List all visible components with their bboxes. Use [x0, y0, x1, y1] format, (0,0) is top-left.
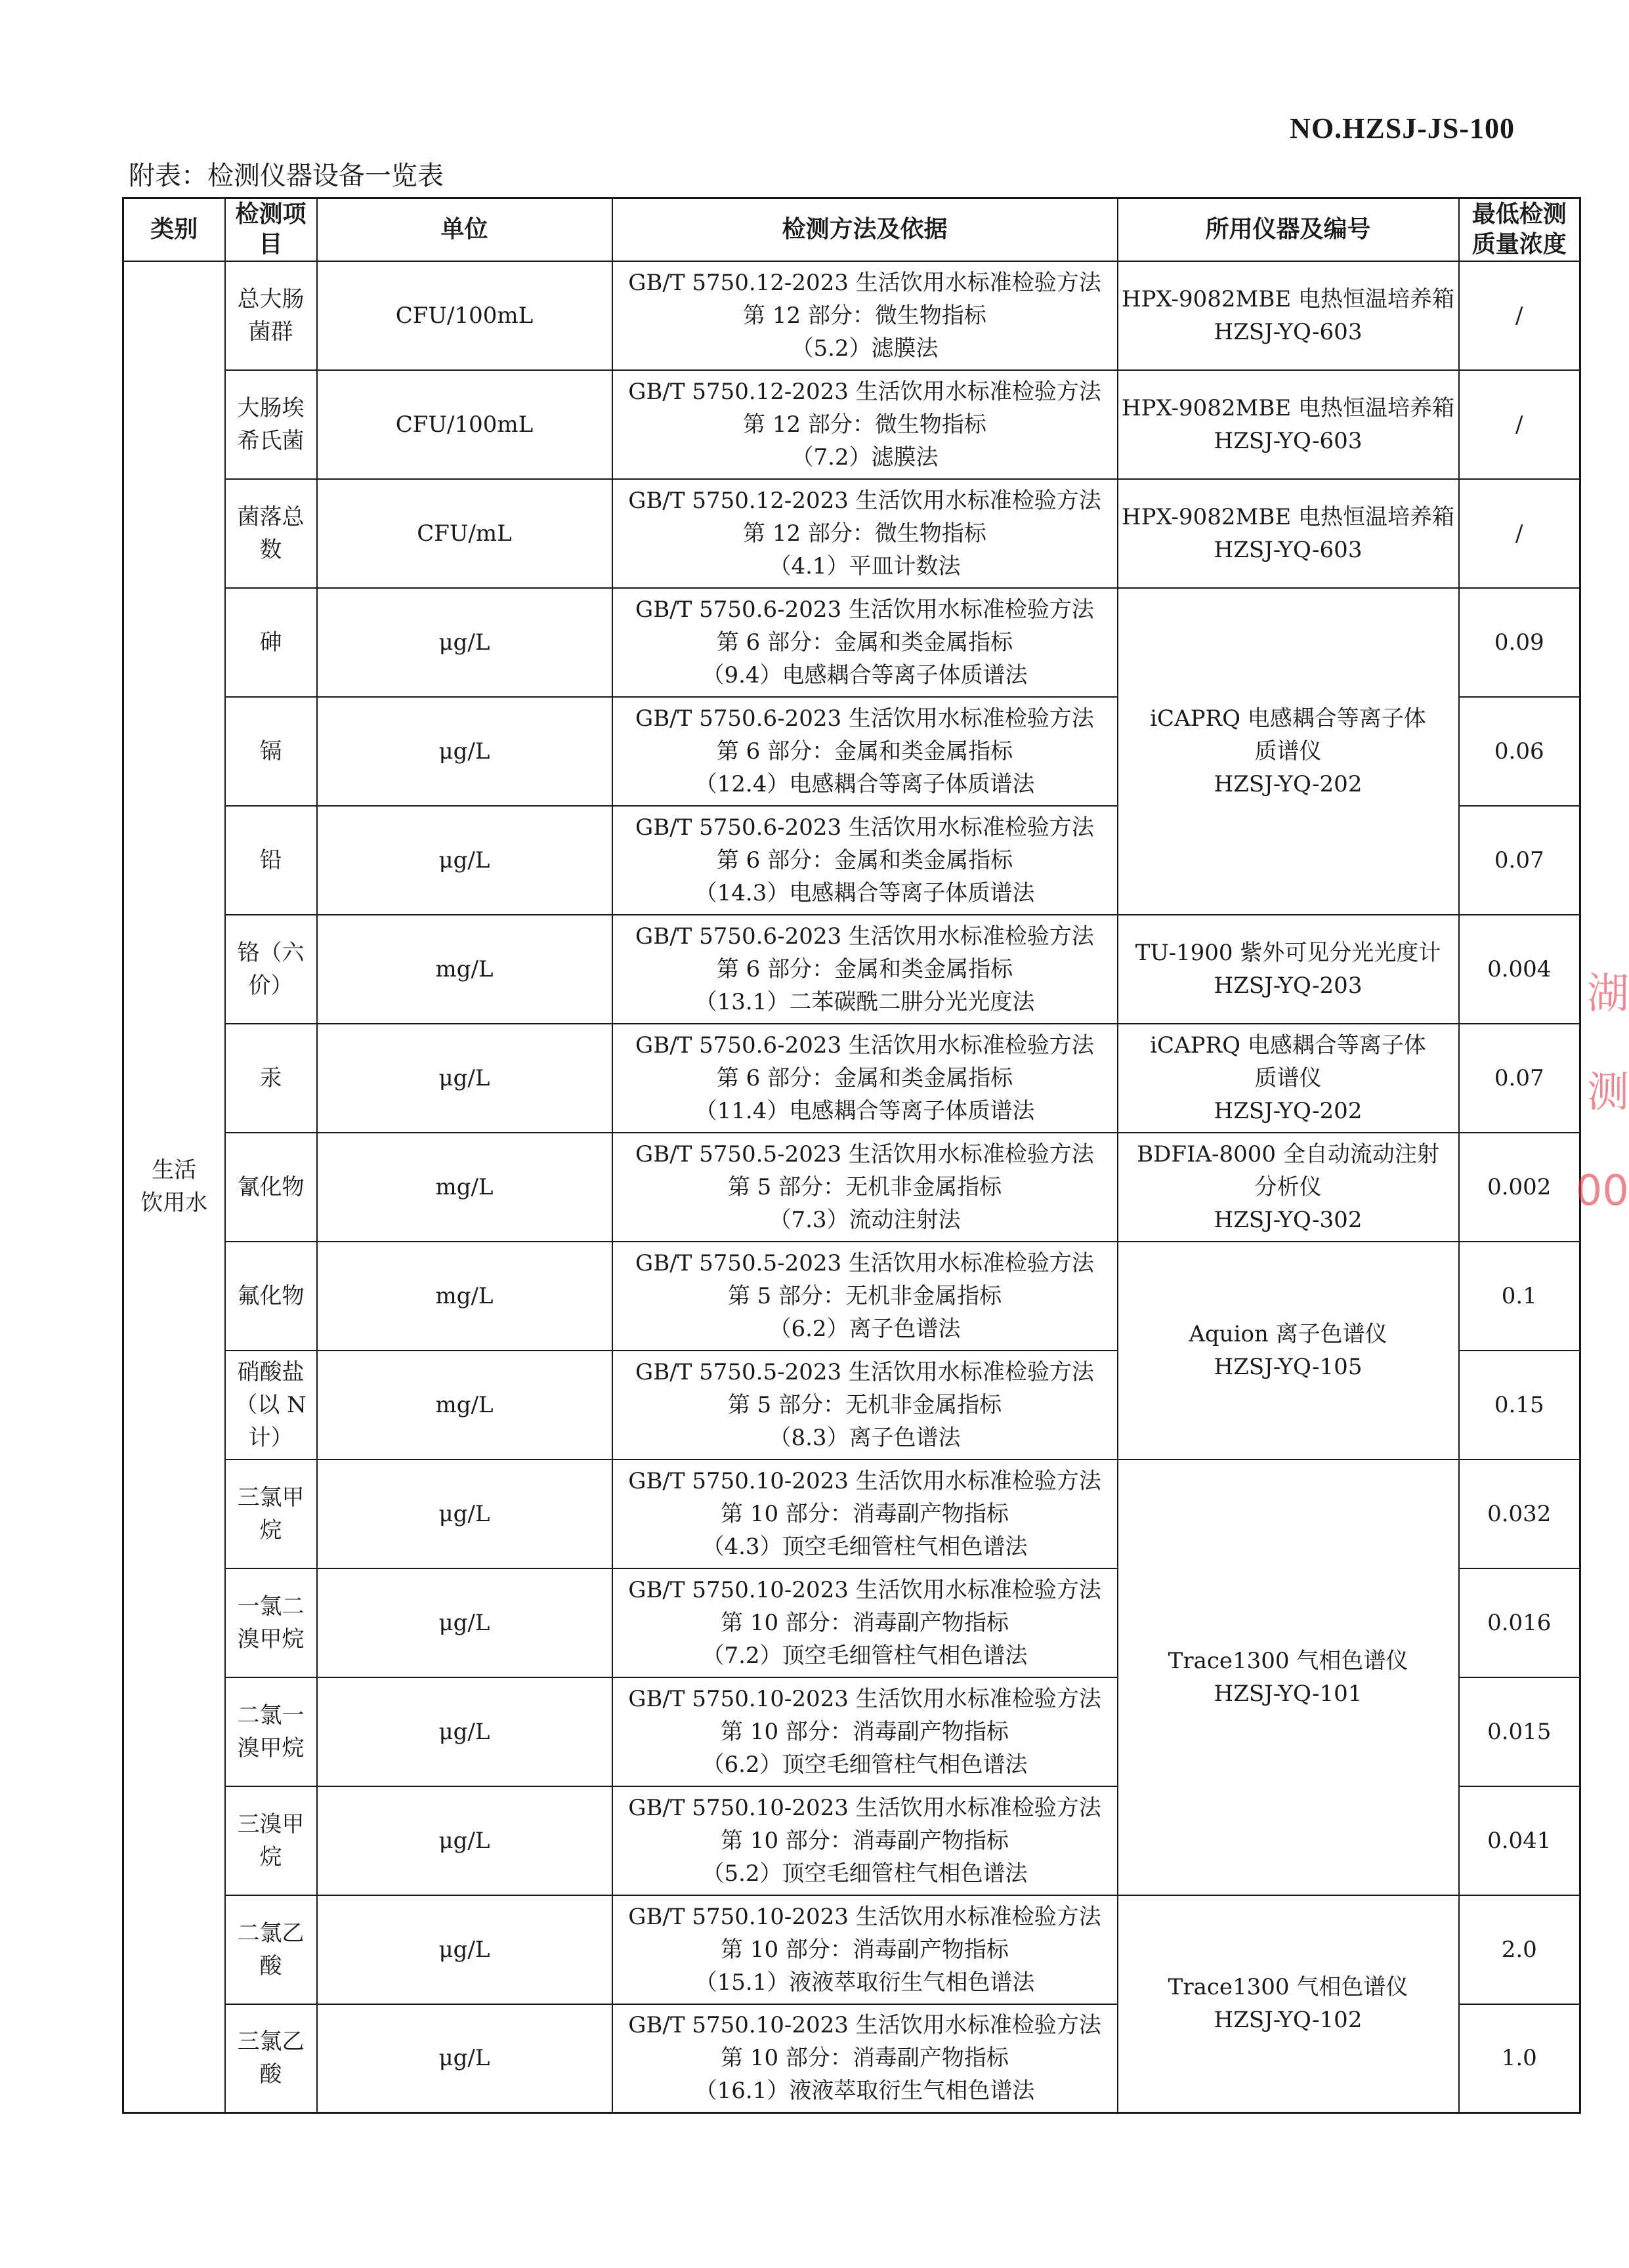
- table-row: [123, 261, 1580, 370]
- unit-cell: μg/L: [317, 1895, 612, 2004]
- method-cell: GB/T 5750.6-2023 生活饮用水标准检验方法 第 6 部分：金属和类金属指标 （9.4）电感耦合等离子体质谱法: [612, 588, 1118, 697]
- item-cell: 硝酸盐 （以 N 计）: [225, 1351, 317, 1460]
- limit-cell: 0.07: [1459, 806, 1580, 915]
- method-cell: GB/T 5750.5-2023 生活饮用水标准检验方法 第 5 部分：无机非金属指标 （6.2）离子色谱法: [612, 1242, 1118, 1351]
- limit-cell: 0.015: [1459, 1677, 1580, 1786]
- unit-cell: CFU/mL: [317, 479, 612, 588]
- method-cell: GB/T 5750.5-2023 生活饮用水标准检验方法 第 5 部分：无机非金属指标 （7.3）流动注射法: [612, 1133, 1118, 1242]
- item-cell: 菌落总数: [225, 479, 317, 588]
- item-cell: 三氯乙酸: [225, 2004, 317, 2113]
- header-item: 检测项目: [225, 198, 317, 261]
- table-row: [123, 1133, 1580, 1242]
- limit-cell: 0.15: [1459, 1351, 1580, 1460]
- header-limit: 最低检测 质量浓度: [1459, 198, 1580, 261]
- unit-cell: CFU/100mL: [317, 261, 612, 370]
- method-cell: GB/T 5750.10-2023 生活饮用水标准检验方法 第 10 部分：消毒副产物指标 （16.1）液液萃取衍生气相色谱法: [612, 2004, 1118, 2113]
- method-cell: GB/T 5750.10-2023 生活饮用水标准检验方法 第 10 部分：消毒副产物指标 （5.2）顶空毛细管柱气相色谱法: [612, 1786, 1118, 1895]
- method-cell: GB/T 5750.10-2023 生活饮用水标准检验方法 第 10 部分：消毒副产物指标 （15.1）液液萃取衍生气相色谱法: [612, 1895, 1118, 2004]
- item-cell: 汞: [225, 1024, 317, 1133]
- instrument-cell: Trace1300 气相色谱仪 HZSJ-YQ-102: [1118, 1895, 1459, 2113]
- item-cell: 氟化物: [225, 1242, 317, 1351]
- instrument-cell: HPX-9082MBE 电热恒温培养箱 HZSJ-YQ-603: [1118, 479, 1459, 588]
- limit-cell: 0.004: [1459, 915, 1580, 1024]
- limit-cell: 1.0: [1459, 2004, 1580, 2113]
- limit-cell: 0.016: [1459, 1568, 1580, 1677]
- table-row: [123, 479, 1580, 588]
- limit-cell: /: [1459, 479, 1580, 588]
- header-instrument: 所用仪器及编号: [1118, 198, 1459, 261]
- table-row: [123, 915, 1580, 1024]
- method-cell: GB/T 5750.12-2023 生活饮用水标准检验方法 第 12 部分：微生物指标 （5.2）滤膜法: [612, 261, 1118, 370]
- unit-cell: μg/L: [317, 806, 612, 915]
- method-cell: GB/T 5750.6-2023 生活饮用水标准检验方法 第 6 部分：金属和类金属指标 （14.3）电感耦合等离子体质谱法: [612, 806, 1118, 915]
- method-cell: GB/T 5750.10-2023 生活饮用水标准检验方法 第 10 部分：消毒副产物指标 （6.2）顶空毛细管柱气相色谱法: [612, 1677, 1118, 1786]
- unit-cell: μg/L: [317, 1677, 612, 1786]
- method-cell: GB/T 5750.5-2023 生活饮用水标准检验方法 第 5 部分：无机非金属指标 （8.3）离子色谱法: [612, 1351, 1118, 1460]
- instrument-cell: iCAPRQ 电感耦合等离子体 质谱仪 HZSJ-YQ-202: [1118, 588, 1459, 915]
- instrument-cell: Aquion 离子色谱仪 HZSJ-YQ-105: [1118, 1242, 1459, 1460]
- unit-cell: mg/L: [317, 915, 612, 1024]
- item-cell: 二氯一溴甲烷: [225, 1677, 317, 1786]
- unit-cell: μg/L: [317, 1786, 612, 1895]
- unit-cell: μg/L: [317, 2004, 612, 2113]
- limit-cell: 0.07: [1459, 1024, 1580, 1133]
- instrument-cell: HPX-9082MBE 电热恒温培养箱 HZSJ-YQ-603: [1118, 370, 1459, 479]
- unit-cell: μg/L: [317, 1024, 612, 1133]
- unit-cell: μg/L: [317, 1568, 612, 1677]
- red-seal-stamp: 湖 测 00: [1575, 970, 1629, 1215]
- item-cell: 镉: [225, 697, 317, 806]
- category-cell: 生活 饮用水: [123, 261, 225, 2113]
- unit-cell: μg/L: [317, 1460, 612, 1568]
- limit-cell: 0.1: [1459, 1242, 1580, 1351]
- header-method: 检测方法及依据: [612, 198, 1118, 261]
- table-caption: 附表：检测仪器设备一览表: [129, 161, 444, 191]
- method-cell: GB/T 5750.12-2023 生活饮用水标准检验方法 第 12 部分：微生物指标 （7.2）滤膜法: [612, 370, 1118, 479]
- instrument-cell: Trace1300 气相色谱仪 HZSJ-YQ-101: [1118, 1460, 1459, 1895]
- item-cell: 砷: [225, 588, 317, 697]
- item-cell: 氰化物: [225, 1133, 317, 1242]
- limit-cell: 2.0: [1459, 1895, 1580, 2004]
- limit-cell: /: [1459, 261, 1580, 370]
- item-cell: 大肠埃希氏菌: [225, 370, 317, 479]
- unit-cell: mg/L: [317, 1242, 612, 1351]
- header-unit: 单位: [317, 198, 612, 261]
- table-body: [123, 261, 1580, 2113]
- instrument-cell: TU-1900 紫外可见分光光度计 HZSJ-YQ-203: [1118, 915, 1459, 1024]
- method-cell: GB/T 5750.6-2023 生活饮用水标准检验方法 第 6 部分：金属和类金属指标 （11.4）电感耦合等离子体质谱法: [612, 1024, 1118, 1133]
- method-cell: GB/T 5750.10-2023 生活饮用水标准检验方法 第 10 部分：消毒副产物指标 （7.2）顶空毛细管柱气相色谱法: [612, 1568, 1118, 1677]
- method-cell: GB/T 5750.6-2023 生活饮用水标准检验方法 第 6 部分：金属和类金属指标 （13.1）二苯碳酰二肼分光光度法: [612, 915, 1118, 1024]
- method-cell: GB/T 5750.6-2023 生活饮用水标准检验方法 第 6 部分：金属和类金属指标 （12.4）电感耦合等离子体质谱法: [612, 697, 1118, 806]
- method-cell: GB/T 5750.12-2023 生活饮用水标准检验方法 第 12 部分：微生物指标 （4.1）平皿计数法: [612, 479, 1118, 588]
- item-cell: 一氯二溴甲烷: [225, 1568, 317, 1677]
- unit-cell: mg/L: [317, 1133, 612, 1242]
- limit-cell: 0.06: [1459, 697, 1580, 806]
- item-cell: 总大肠菌群: [225, 261, 317, 370]
- equipment-table: [122, 197, 1581, 2114]
- table-row: [123, 370, 1580, 479]
- item-cell: 二氯乙酸: [225, 1895, 317, 2004]
- document-number: NO.HZSJ-JS-100: [1290, 112, 1515, 144]
- limit-cell: /: [1459, 370, 1580, 479]
- unit-cell: CFU/100mL: [317, 370, 612, 479]
- method-cell: GB/T 5750.10-2023 生活饮用水标准检验方法 第 10 部分：消毒副产物指标 （4.3）顶空毛细管柱气相色谱法: [612, 1460, 1118, 1568]
- table-row: [123, 588, 1580, 697]
- item-cell: 三氯甲烷: [225, 1460, 317, 1568]
- item-cell: 铬（六价）: [225, 915, 317, 1024]
- limit-cell: 0.002: [1459, 1133, 1580, 1242]
- item-cell: 铅: [225, 806, 317, 915]
- unit-cell: mg/L: [317, 1351, 612, 1460]
- instrument-cell: HPX-9082MBE 电热恒温培养箱 HZSJ-YQ-603: [1118, 261, 1459, 370]
- unit-cell: μg/L: [317, 697, 612, 806]
- limit-cell: 0.041: [1459, 1786, 1580, 1895]
- table-row: [123, 1460, 1580, 1568]
- table-row: [123, 1024, 1580, 1133]
- instrument-cell: iCAPRQ 电感耦合等离子体 质谱仪 HZSJ-YQ-202: [1118, 1024, 1459, 1133]
- item-cell: 三溴甲烷: [225, 1786, 317, 1895]
- instrument-cell: BDFIA-8000 全自动流动注射 分析仪 HZSJ-YQ-302: [1118, 1133, 1459, 1242]
- limit-cell: 0.09: [1459, 588, 1580, 697]
- table-row: [123, 1895, 1580, 2004]
- table-row: [123, 1242, 1580, 1351]
- limit-cell: 0.032: [1459, 1460, 1580, 1568]
- unit-cell: μg/L: [317, 588, 612, 697]
- header-category: 类别: [123, 198, 225, 261]
